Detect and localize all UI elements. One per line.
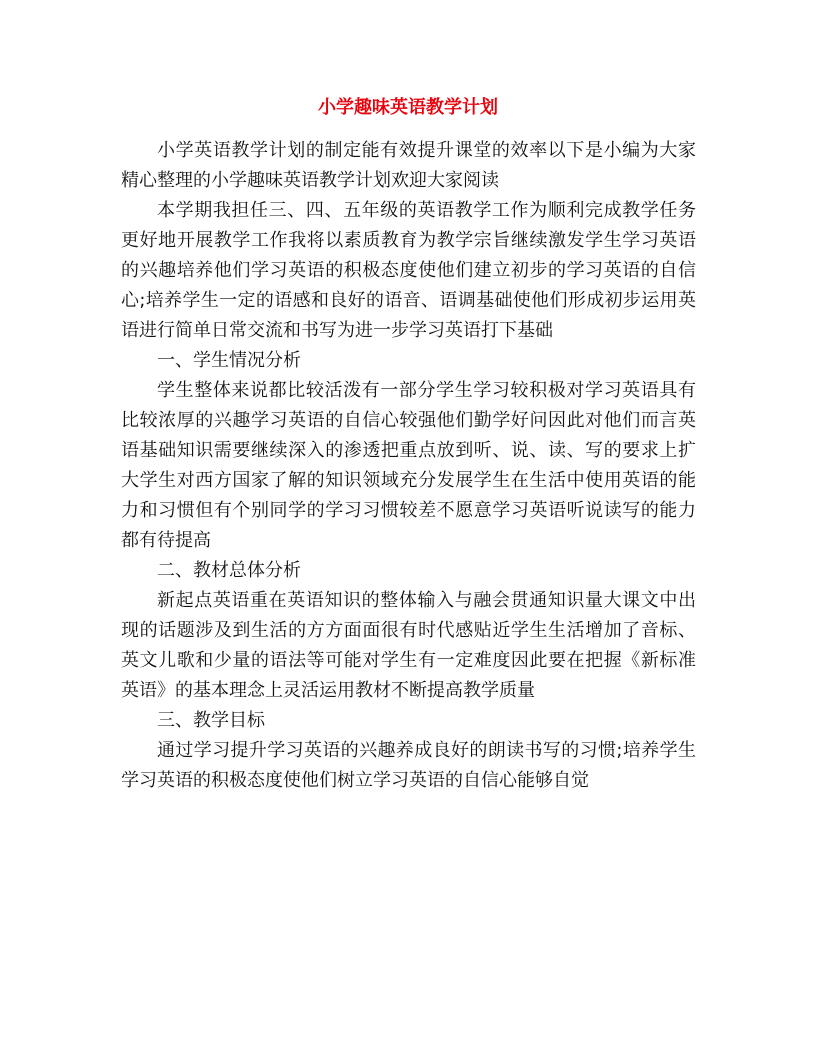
document-body <box>121 136 696 796</box>
document-title: 小学趣味英语教学计划 <box>318 97 498 118</box>
paragraph-teaching-goals: 通过学习提升学习英语的兴趣养成良好的朗读书写的习惯;培养学生学习英语的积极态度使他们树立学习英语的自信心能够自觉 <box>121 740 696 791</box>
section-heading-student-analysis: 一、学生情况分析 <box>157 350 301 371</box>
paragraph-student-analysis: 学生整体来说都比较活泼有一部分学生学习较积极对学习英语具有比较浓厚的兴趣学习英语的自信心较强他们勤学好问因此对他们而言英语基础知识需要继续深入的渗透把重点放到听、说、读、写的要求上扩大学生对西方国家了解的知识领域充分发展学生在生活中使用英语的能力和习惯但有个别同学的学习习惯较差不愿意学习英语听说读写的能力都有待提高 <box>121 380 696 551</box>
paragraph-intro: 小学英语教学计划的制定能有效提升课堂的效率以下是小编为大家精心整理的小学趣味英语教学计划欢迎大家阅读 <box>121 140 696 191</box>
section-heading-teaching-goals: 三、教学目标 <box>157 710 265 731</box>
paragraph-overview: 本学期我担任三、四、五年级的英语教学工作为顺利完成教学任务更好地开展教学工作我将以素质教育为教学宗旨继续激发学生学习英语的兴趣培养他们学习英语的积极态度使他们建立初步的学习英语的自信心;培养学生一定的语感和良好的语音、语调基础使他们形成初步运用英语进行简单日常交流和书写为进一步学习英语打下基础 <box>121 200 696 341</box>
paragraph-textbook-analysis: 新起点英语重在英语知识的整体输入与融会贯通知识量大课文中出现的话题涉及到生活的方方面面很有时代感贴近学生生活增加了音标、英文儿歌和少量的语法等可能对学生有一定难度因此要在把握《新标准英语》的基本理念上灵活运用教材不断提高教学质量 <box>121 590 696 701</box>
section-heading-textbook-analysis: 二、教材总体分析 <box>157 560 301 581</box>
